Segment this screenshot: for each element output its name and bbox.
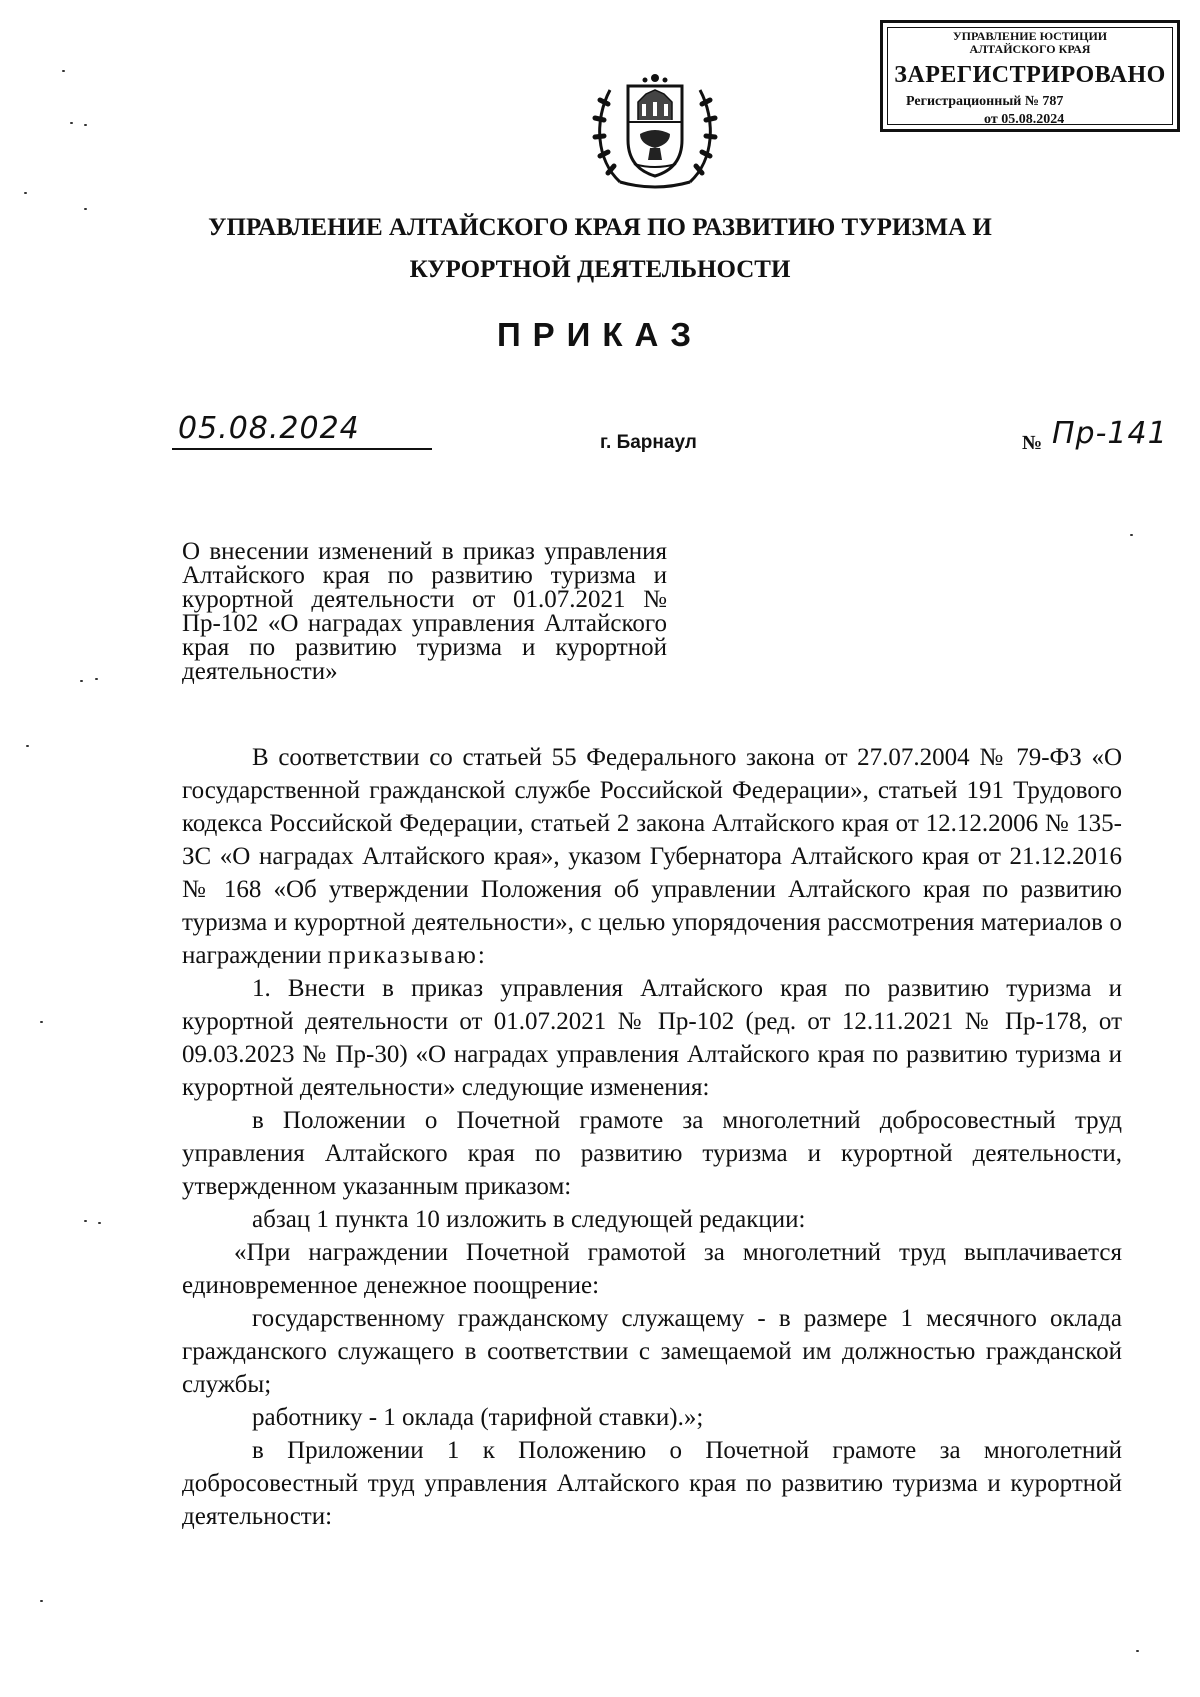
org-title [150, 207, 1050, 291]
scan-speck [98, 1222, 101, 1224]
stamp-reg-date: от 05.08.2024 [984, 112, 1065, 127]
paragraph-6: работнику - 1 оклада (тарифной ставки).»; [252, 1404, 704, 1431]
item-1-paragraph: 1. Внести в приказ управления Алтайского края по развитию туризма и курортной деятельности от 01.07.2021 № Пр-102 (ред. от 12.11.2021 № Пр-178, от 09.03.2023 № Пр-30) «О наградах управления Алтайского края по развитию туризма и курортной деятельности» следующие изменения: [182, 975, 1122, 1101]
scan-speck [1136, 1650, 1139, 1652]
stamp-org-line1: УПРАВЛЕНИЕ ЮСТИЦИИ [952, 29, 1108, 43]
preamble-text: В соответствии со статьей 55 Федерального закона от 27.07.2004 № 79-ФЗ «О государственной гражданской службе Российской Федерации», статьей 191 Трудового кодекса Российской Федерации, статьей 2 закона Алтайского края от 12.12.2006 № 135-ЗС «О наградах Алтайского края», указом Губернатора Алтайского края от 21.12.2016 № 168 «Об утверждении Положения об управлении Алтайского края по развитию туризма и курортной деятельности», с целью упорядочения рассмотрения материалов о награждении [182, 744, 1122, 969]
stamp-frame [887, 27, 1173, 125]
paragraph-5: государственному гражданскому служащему - в размере 1 месячного оклада гражданского служащего в соответствии с замещаемой им должностью гражданской службы; [182, 1305, 1122, 1398]
scan-speck [80, 680, 83, 682]
org-title-line2: КУРОРТНОЙ ДЕЯТЕЛЬНОСТИ [409, 256, 791, 283]
number-sign: № [1022, 432, 1043, 454]
registration-stamp [880, 20, 1180, 132]
order-date: 05.08.2024 [178, 411, 360, 446]
stamp-status: ЗАРЕГИСТРИРОВАНО [894, 62, 1166, 88]
order-body [182, 741, 1122, 1533]
order-word: приказываю: [327, 942, 487, 969]
scan-speck [26, 745, 29, 747]
paragraph-7: в Приложении 1 к Положению о Почетной грамоте за многолетний добросовестный труд управления Алтайского края по развитию туризма и курортной деятельности: [182, 1437, 1122, 1530]
stamp-org [888, 30, 1172, 56]
order-number-field [1052, 416, 1168, 451]
paragraph-3: абзац 1 пункта 10 изложить в следующей редакции: [252, 1206, 806, 1233]
scan-speck [1130, 534, 1133, 536]
preamble-paragraph [182, 741, 1122, 972]
scan-speck [84, 208, 87, 210]
stamp-reg-number: Регистрационный № 787 [906, 94, 1064, 109]
scan-speck [62, 70, 65, 72]
scan-speck [70, 122, 73, 124]
order-date-field [172, 411, 432, 450]
scan-speck [95, 678, 98, 680]
paragraph-2: в Положении о Почетной грамоте за многолетний добросовестный труд управления Алтайского края по развитию туризма и курортной деятельности, утвержденном указанным приказом: [182, 1107, 1122, 1200]
scan-speck [24, 192, 27, 194]
scan-speck [84, 1220, 87, 1222]
scan-speck [84, 124, 87, 126]
stamp-org-line2: АЛТАЙСКОГО КРАЯ [969, 42, 1091, 56]
scan-speck [40, 1600, 43, 1602]
org-title-line1: УПРАВЛЕНИЕ АЛТАЙСКОГО КРАЯ ПО РАЗВИТИЮ ТУРИЗМА И [208, 214, 992, 241]
paragraph-4: «При награждении Почетной грамотой за многолетний труд выплачивается единовременное денежное поощрение: [182, 1239, 1122, 1299]
document-type: ПРИКАЗ [496, 316, 704, 353]
order-subject: О внесении изменений в приказ управления Алтайского края по развитию туризма и курортной деятельности от 01.07.2021 № Пр-102 «О наградах управления Алтайского края по развитию туризма и курортной деятельности» [182, 538, 667, 685]
order-number: Пр-141 [1052, 416, 1168, 451]
scan-speck [40, 1021, 43, 1023]
city: г. Барнаул [600, 432, 697, 453]
altai-krai-coat-of-arms-icon [590, 64, 720, 190]
